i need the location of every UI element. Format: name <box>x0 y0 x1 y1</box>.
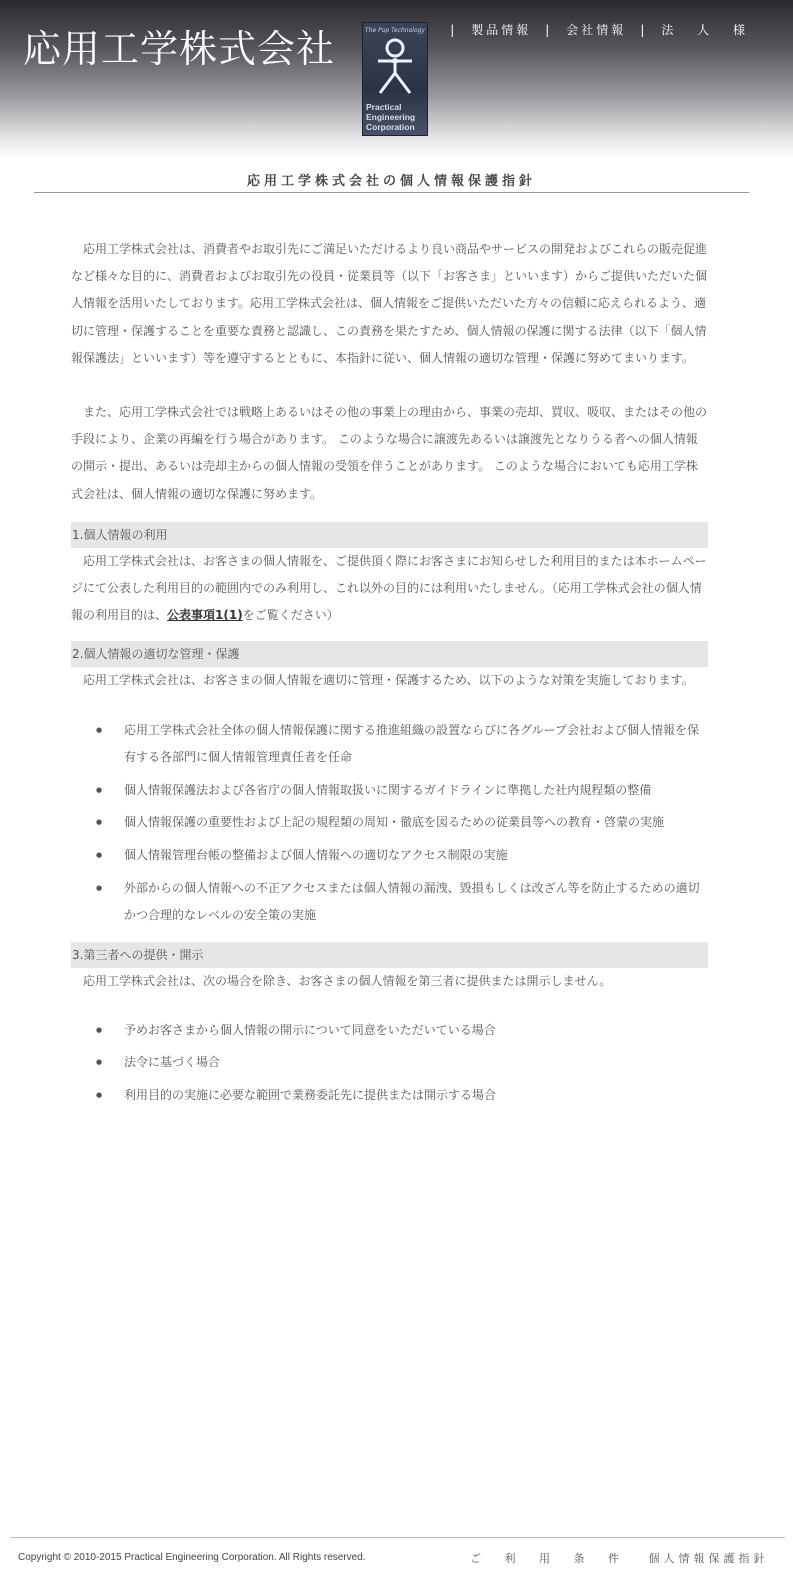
footer-link-privacy[interactable]: 個人情報保護指針 <box>648 1552 769 1565</box>
nav-separator: | <box>640 22 648 37</box>
logo-tagline: The Pop Technology <box>365 27 425 34</box>
exceptions-list <box>71 1017 708 1110</box>
nav-separator: | <box>545 22 553 37</box>
logo-figure-icon <box>372 37 418 99</box>
footer-links <box>470 1550 769 1566</box>
section-heading-management: 2.個人情報の適切な管理・保護 <box>71 641 708 667</box>
nav-item-products[interactable]: 製品情報 <box>471 23 532 37</box>
section-body: 応用工学株式会社は、お客さまの個人情報を適切に管理・保護するため、以下のような対策を実施しております。 <box>83 673 694 688</box>
page-title: 応用工学株式会社の個人情報保護指針 <box>246 174 536 189</box>
list-item: ● 個人情報保護の重要性および上記の規程類の周知・徹底を図るための従業員等への教育・啓蒙の実施 <box>71 809 708 836</box>
list-item: ● 応用工学株式会社全体の個人情報保護に関する推進組織の設置ならびに各グループ会社および個人情報を保有する各部門に個人情報管理責任者を任命 <box>71 717 708 771</box>
nav-item-company[interactable]: 会社情報 <box>566 23 627 37</box>
title-divider <box>34 192 749 193</box>
list-item: ● 利用目的の実施に必要な範囲で業務委託先に提供または開示する場合 <box>71 1082 708 1109</box>
public-notice-link[interactable]: 公表事項1(1) <box>167 608 243 623</box>
section-body-text: 応用工学株式会社は、お客さまの個人情報を、ご提供頂く際にお客さまにお知らせした利用目的または本ホームページにて公表した利用目的の範囲内でのみ利用し、これ以外の目的には利用いたしません。（応用工学株式会社の個人情報の利用目的は、 <box>71 553 707 623</box>
policy-content <box>71 236 708 1115</box>
logo-name-line: Practical <box>366 102 402 112</box>
footer-link-terms[interactable]: ご 利 用 条 件 <box>470 1552 629 1565</box>
list-item: ● 個人情報管理台帳の整備および個人情報への適切なアクセス制限の実施 <box>71 842 708 869</box>
nav-separator: | <box>450 22 458 37</box>
logo-name <box>366 102 415 132</box>
section-heading-disclosure: 3.第三者への提供・開示 <box>71 942 708 968</box>
intro-paragraph: 応用工学株式会社は、消費者やお取引先にご満足いただけるより良い商品やサービスの開発およびこれらの販売促進など様々な目的に、消費者およびお取引先の役員・従業員等（以下「お客さま」といいます）からご提供いただいた個人情報を活用いたしております。応用工学株式会社は、個人情報をご提供いただいた方々の信頼に応えられるよう、適切に管理・保護することを重要な責務と認識し、この責務を果たすため、個人情報の保護に関する法律（以下「個人情報保護法」といいます）等を遵守するとともに、本指針に従い、個人情報の適切な管理・保護に努めてまいります。 <box>71 242 708 365</box>
measures-list <box>71 717 708 930</box>
intro-paragraph: また、応用工学株式会社では戦略上あるいはその他の事業上の理由から、事業の売却、買収、吸収、またはその他の手段により、企業の再編を行う場合があります。 このような場合に譲渡先あるいは譲渡先となりうる者への個人情報の開示・提出、あるいは売却主からの個人情報の受領を伴うことがあります。 このような場合においても応用工学株式会社は、個人情報の適切な保護に努めます。 <box>71 405 708 501</box>
footer-divider <box>10 1537 785 1538</box>
list-item: ● 個人情報保護法および各省庁の個人情報取扱いに関するガイドラインに準拠した社内規程類の整備 <box>71 777 708 804</box>
section-body <box>71 548 708 630</box>
list-item: ● 予めお客さまから個人情報の開示について同意をいただいている場合 <box>71 1017 708 1044</box>
nav-item-corporate[interactable]: 法 人 様 <box>661 23 755 37</box>
logo-name-line: Corporation <box>366 122 415 132</box>
logo-name-line: Engineering <box>366 112 416 122</box>
company-logo[interactable] <box>362 22 428 136</box>
list-item: ● 外部からの個人情報への不正アクセスまたは個人情報の漏洩、毀損もしくは改ざん等を防止するための適切かつ合理的なレベルの安全策の実施 <box>71 875 708 929</box>
copyright-text: Copyright © 2010-2015 Practical Engineering Corporation. All Rights reserved. <box>18 1552 366 1563</box>
company-name[interactable]: 応用工学株式会社 <box>23 27 336 71</box>
section-body: 応用工学株式会社は、次の場合を除き、お客さまの個人情報を第三者に提供または開示しません。 <box>83 974 612 989</box>
section-body-text: をご覧ください） <box>242 608 339 623</box>
section-heading-usage: 1.個人情報の利用 <box>71 522 708 548</box>
main-nav <box>436 21 755 38</box>
list-item: ● 法令に基づく場合 <box>71 1049 708 1076</box>
site-header <box>0 0 793 160</box>
